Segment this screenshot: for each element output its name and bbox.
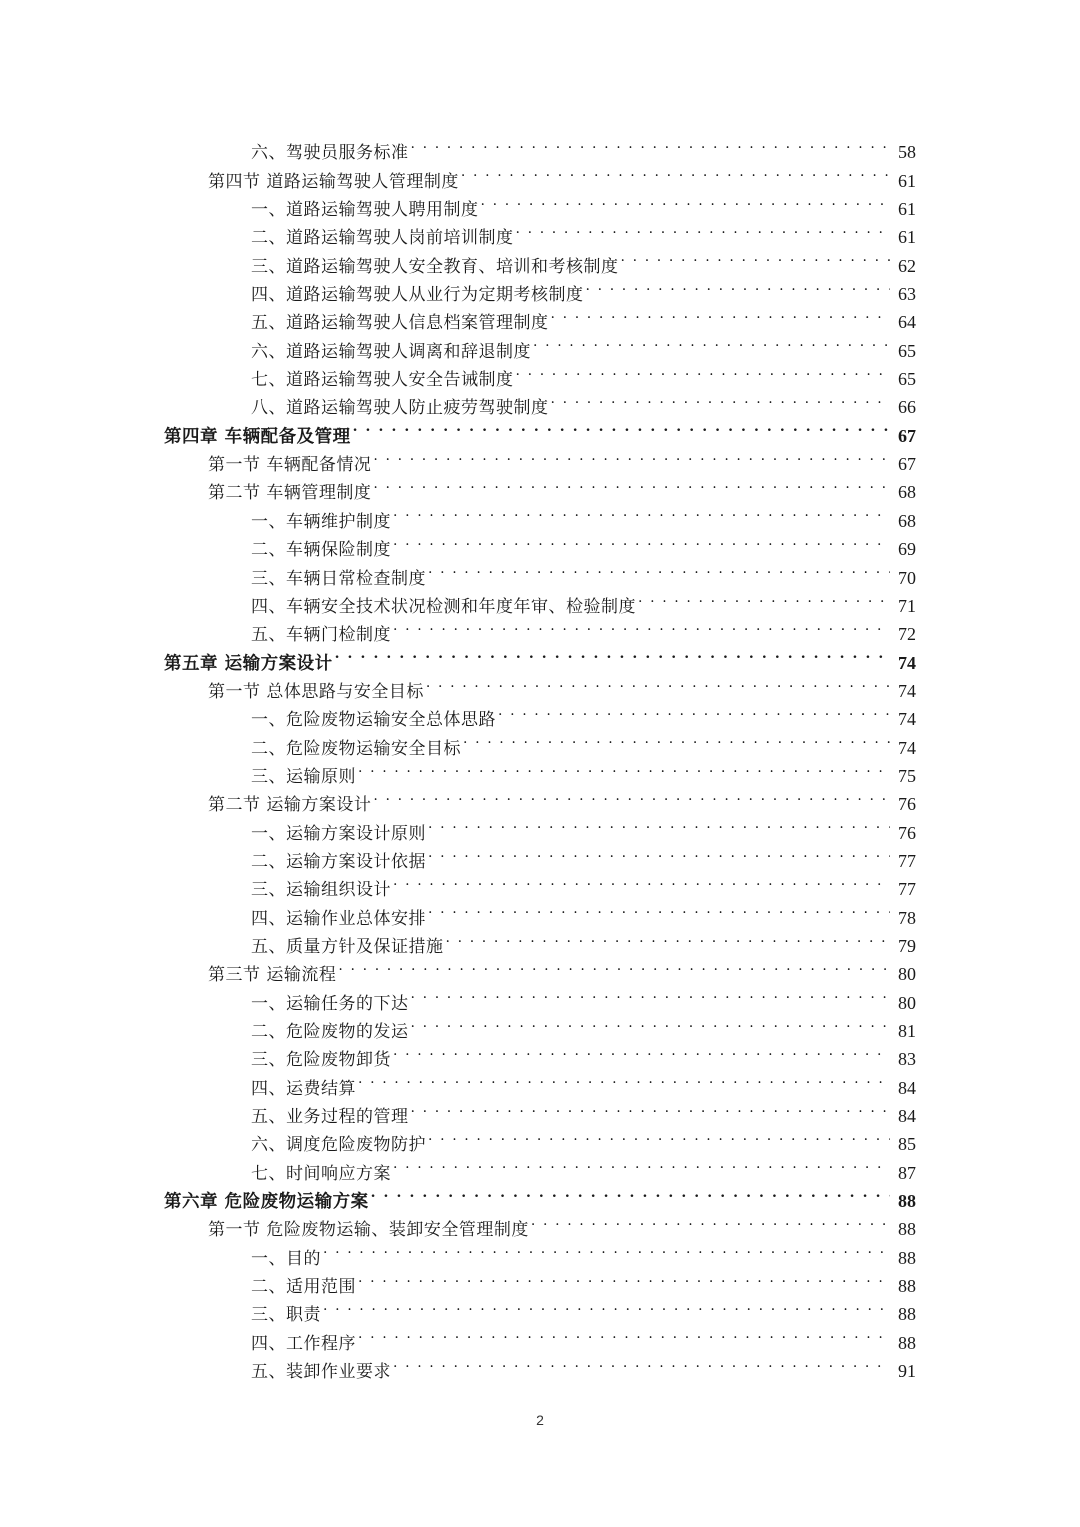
toc-entry[interactable] bbox=[251, 1009, 916, 1042]
toc-entry-title: 第四章 车辆配备及管理 bbox=[164, 426, 351, 447]
toc-dot-leader bbox=[353, 413, 890, 441]
toc-entry[interactable] bbox=[208, 470, 916, 504]
toc-entry-page: 74 bbox=[898, 652, 916, 673]
toc-entry-page: 88 bbox=[898, 1191, 916, 1212]
toc-entry-title: 四、运输作业总体安排 bbox=[251, 908, 426, 929]
toc-entry-title: 三、运输组织设计 bbox=[251, 880, 391, 901]
toc-entry[interactable] bbox=[251, 187, 916, 221]
toc-item-row[interactable] bbox=[0, 980, 1080, 1014]
toc-entry-title: 一、道路运输驾驶人聘用制度 bbox=[251, 200, 479, 221]
toc-dot-leader bbox=[411, 130, 891, 158]
toc-item-row[interactable] bbox=[0, 697, 1080, 731]
toc-item-row[interactable] bbox=[0, 243, 1080, 277]
toc-entry[interactable] bbox=[251, 1264, 916, 1298]
toc-dot-leader bbox=[393, 1349, 890, 1377]
toc-entry-page: 79 bbox=[898, 935, 916, 956]
toc-item-row[interactable] bbox=[0, 357, 1080, 391]
toc-item-row[interactable] bbox=[0, 810, 1080, 844]
toc-entry[interactable] bbox=[251, 980, 916, 1014]
toc-dot-leader bbox=[426, 669, 890, 697]
toc-entry-page: 88 bbox=[898, 1247, 916, 1268]
toc-entry[interactable] bbox=[251, 867, 916, 901]
toc-item-row[interactable] bbox=[0, 584, 1080, 617]
toc-entry-page: 61 bbox=[898, 227, 916, 248]
toc-dot-leader bbox=[621, 243, 891, 271]
toc-item-row[interactable] bbox=[0, 1094, 1080, 1128]
toc-entry[interactable] bbox=[251, 498, 916, 532]
toc-entry[interactable] bbox=[251, 1292, 916, 1326]
toc-dot-leader bbox=[393, 1037, 890, 1065]
toc-entry-title: 二、危险废物的发运 bbox=[251, 1022, 409, 1042]
toc-entry-title: 四、运费结算 bbox=[251, 1078, 356, 1099]
toc-section-row[interactable] bbox=[0, 470, 1080, 504]
toc-entry-title: 第五章 运输方案设计 bbox=[164, 653, 333, 674]
toc-entry-page: 62 bbox=[898, 255, 916, 276]
toc-entry[interactable] bbox=[251, 1320, 916, 1354]
toc-entry-title: 七、时间响应方案 bbox=[251, 1163, 391, 1184]
toc-entry-page: 64 bbox=[898, 312, 916, 333]
toc-item-row[interactable] bbox=[0, 1349, 1080, 1383]
page-number: 2 bbox=[536, 1412, 544, 1428]
toc-entry-title: 三、运输原则 bbox=[251, 766, 356, 787]
toc-item-row[interactable] bbox=[0, 527, 1080, 561]
toc-entry[interactable] bbox=[208, 158, 916, 192]
toc-section-row[interactable] bbox=[0, 442, 1080, 476]
toc-item-row[interactable] bbox=[0, 187, 1080, 221]
toc-entry[interactable] bbox=[208, 442, 916, 476]
toc-entry-page: 74 bbox=[898, 680, 916, 701]
toc-item-row[interactable] bbox=[0, 612, 1080, 646]
toc-entry-page: 61 bbox=[898, 199, 916, 220]
toc-dot-leader bbox=[551, 300, 891, 328]
toc-dot-leader bbox=[551, 385, 891, 413]
toc-dot-leader bbox=[498, 697, 890, 725]
toc-entry-page: 84 bbox=[898, 1077, 916, 1098]
toc-entry-page: 67 bbox=[898, 454, 916, 475]
toc-dot-leader bbox=[335, 640, 890, 668]
toc-dot-leader bbox=[323, 1292, 890, 1320]
toc-entry-title: 五、装卸作业要求 bbox=[251, 1362, 391, 1383]
table-of-contents bbox=[0, 130, 1080, 1383]
toc-entry[interactable] bbox=[251, 1037, 916, 1071]
toc-item-row[interactable] bbox=[0, 1009, 1080, 1042]
toc-entry[interactable] bbox=[251, 130, 916, 164]
toc-dot-leader bbox=[516, 215, 891, 243]
toc-entry-page: 88 bbox=[898, 1332, 916, 1353]
toc-entry-title: 三、职责 bbox=[251, 1305, 321, 1326]
toc-section-row[interactable] bbox=[0, 1207, 1080, 1241]
toc-dot-leader bbox=[638, 584, 890, 612]
toc-dot-leader bbox=[358, 1320, 890, 1348]
toc-dot-leader bbox=[323, 1235, 890, 1263]
toc-entry-title: 八、道路运输驾驶人防止疲劳驾驶制度 bbox=[251, 398, 549, 419]
toc-entry-title: 二、车辆保险制度 bbox=[251, 540, 391, 561]
toc-dot-leader bbox=[373, 782, 890, 810]
toc-entry-page: 87 bbox=[898, 1162, 916, 1183]
toc-entry-title: 第四节 道路运输驾驶人管理制度 bbox=[208, 171, 459, 192]
toc-item-row[interactable] bbox=[0, 498, 1080, 532]
toc-section-row[interactable] bbox=[0, 158, 1080, 192]
toc-entry-page: 80 bbox=[898, 964, 916, 985]
toc-section-row[interactable] bbox=[0, 782, 1080, 816]
toc-entry[interactable] bbox=[251, 272, 916, 306]
toc-entry-page: 74 bbox=[898, 709, 916, 730]
toc-item-row[interactable] bbox=[0, 754, 1080, 787]
toc-item-row[interactable] bbox=[0, 1122, 1080, 1156]
toc-dot-leader bbox=[428, 839, 890, 867]
toc-dot-leader bbox=[428, 1122, 890, 1150]
toc-dot-leader bbox=[393, 612, 890, 640]
toc-entry[interactable] bbox=[251, 1150, 916, 1184]
toc-dot-leader bbox=[393, 1150, 890, 1178]
toc-dot-leader bbox=[393, 527, 890, 555]
toc-entry[interactable] bbox=[208, 952, 916, 986]
toc-dot-leader bbox=[463, 725, 890, 753]
toc-entry-title: 五、车辆门检制度 bbox=[251, 625, 391, 646]
toc-item-row[interactable] bbox=[0, 215, 1080, 249]
toc-entry-title: 五、质量方针及保证措施 bbox=[251, 936, 444, 957]
toc-entry[interactable] bbox=[251, 328, 916, 362]
toc-entry-page: 68 bbox=[898, 482, 916, 503]
toc-dot-leader bbox=[446, 924, 891, 952]
toc-item-row[interactable] bbox=[0, 1037, 1080, 1071]
toc-entry-page: 66 bbox=[898, 397, 916, 418]
toc-entry-title: 三、车辆日常检查制度 bbox=[251, 568, 426, 589]
toc-entry-page: 70 bbox=[898, 567, 916, 588]
toc-entry[interactable] bbox=[251, 1122, 916, 1156]
toc-entry-title: 第一节 危险废物运输、装卸安全管理制度 bbox=[208, 1220, 529, 1241]
toc-item-row[interactable] bbox=[0, 1235, 1080, 1269]
toc-dot-leader bbox=[358, 754, 890, 782]
toc-entry-page: 68 bbox=[898, 510, 916, 531]
toc-entry-title: 一、车辆维护制度 bbox=[251, 511, 391, 532]
toc-entry-page: 74 bbox=[898, 737, 916, 758]
toc-entry-page: 88 bbox=[898, 1304, 916, 1325]
toc-entry-page: 75 bbox=[898, 765, 916, 786]
toc-dot-leader bbox=[338, 952, 890, 980]
toc-entry-page: 61 bbox=[898, 170, 916, 191]
toc-entry-title: 二、运输方案设计依据 bbox=[251, 851, 426, 872]
toc-entry[interactable] bbox=[251, 1349, 916, 1383]
toc-entry[interactable] bbox=[208, 1207, 916, 1241]
toc-entry-title: 五、业务过程的管理 bbox=[251, 1107, 409, 1128]
toc-entry-title: 第二节 运输方案设计 bbox=[208, 795, 372, 816]
toc-item-row[interactable] bbox=[0, 1320, 1080, 1354]
toc-entry-title: 五、道路运输驾驶人信息档案管理制度 bbox=[251, 313, 549, 334]
toc-dot-leader bbox=[586, 272, 891, 300]
toc-entry-page: 71 bbox=[898, 595, 916, 616]
toc-entry-page: 80 bbox=[898, 992, 916, 1013]
toc-dot-leader bbox=[393, 498, 890, 526]
toc-dot-leader bbox=[461, 158, 890, 186]
toc-entry-page: 76 bbox=[898, 822, 916, 843]
toc-dot-leader bbox=[481, 187, 891, 215]
toc-entry-title: 二、道路运输驾驶人岗前培训制度 bbox=[251, 228, 514, 249]
toc-entry-page: 78 bbox=[898, 907, 916, 928]
toc-entry-page: 84 bbox=[898, 1106, 916, 1127]
toc-entry-title: 一、运输方案设计原则 bbox=[251, 823, 426, 844]
toc-item-row[interactable] bbox=[0, 924, 1080, 957]
toc-entry-title: 一、目的 bbox=[251, 1248, 321, 1269]
toc-entry-page: 83 bbox=[898, 1049, 916, 1070]
toc-dot-leader bbox=[393, 867, 890, 895]
toc-entry-title: 七、道路运输驾驶人安全告诫制度 bbox=[251, 370, 514, 391]
toc-item-row[interactable] bbox=[0, 385, 1080, 419]
toc-item-row[interactable] bbox=[0, 895, 1080, 929]
toc-item-row[interactable] bbox=[0, 555, 1080, 589]
toc-entry[interactable] bbox=[251, 300, 916, 334]
toc-entry-page: 65 bbox=[898, 340, 916, 361]
toc-entry-title: 第三节 运输流程 bbox=[208, 965, 337, 986]
toc-entry-title: 第一节 车辆配备情况 bbox=[208, 455, 372, 476]
toc-dot-leader bbox=[531, 1207, 890, 1235]
toc-entry-title: 三、危险废物卸货 bbox=[251, 1050, 391, 1071]
toc-item-row[interactable] bbox=[0, 839, 1080, 872]
toc-entry[interactable] bbox=[251, 584, 916, 617]
toc-entry[interactable] bbox=[251, 527, 916, 561]
toc-entry[interactable] bbox=[251, 243, 916, 277]
toc-entry[interactable] bbox=[208, 669, 916, 702]
toc-dot-leader bbox=[373, 470, 890, 498]
toc-dot-leader bbox=[373, 442, 890, 470]
toc-chapter-row[interactable] bbox=[0, 640, 1080, 674]
toc-entry[interactable] bbox=[251, 357, 916, 391]
toc-entry[interactable] bbox=[164, 413, 916, 447]
toc-dot-leader bbox=[516, 357, 891, 385]
toc-item-row[interactable] bbox=[0, 300, 1080, 334]
toc-item-row[interactable] bbox=[0, 1150, 1080, 1184]
toc-item-row[interactable] bbox=[0, 725, 1080, 759]
toc-entry[interactable] bbox=[251, 385, 916, 419]
toc-entry-page: 88 bbox=[898, 1219, 916, 1240]
toc-entry-title: 三、道路运输驾驶人安全教育、培训和考核制度 bbox=[251, 256, 619, 277]
toc-entry-title: 第一节 总体思路与安全目标 bbox=[208, 681, 424, 702]
toc-entry-page: 67 bbox=[898, 425, 916, 446]
toc-dot-leader bbox=[358, 1065, 890, 1093]
toc-entry-title: 六、道路运输驾驶人调离和辞退制度 bbox=[251, 341, 531, 362]
toc-entry-page: 88 bbox=[898, 1276, 916, 1297]
toc-dot-leader bbox=[428, 895, 890, 923]
toc-entry[interactable] bbox=[251, 924, 916, 957]
toc-entry-title: 第六章 危险废物运输方案 bbox=[164, 1192, 369, 1213]
toc-entry-title: 六、调度危险废物防护 bbox=[251, 1135, 426, 1156]
toc-entry-title: 第二节 车辆管理制度 bbox=[208, 483, 372, 504]
toc-section-row[interactable] bbox=[0, 952, 1080, 986]
toc-entry-title: 二、适用范围 bbox=[251, 1277, 356, 1298]
toc-dot-leader bbox=[428, 810, 890, 838]
toc-entry-title: 六、驾驶员服务标准 bbox=[251, 143, 409, 164]
toc-entry[interactable] bbox=[251, 895, 916, 929]
toc-item-row[interactable] bbox=[0, 130, 1080, 164]
toc-chapter-row[interactable] bbox=[0, 1179, 1080, 1213]
toc-entry[interactable] bbox=[251, 1094, 916, 1128]
toc-entry[interactable] bbox=[251, 555, 916, 589]
toc-entry[interactable] bbox=[251, 215, 916, 249]
toc-entry[interactable] bbox=[164, 1179, 916, 1213]
toc-entry-page: 63 bbox=[898, 284, 916, 305]
toc-dot-leader bbox=[411, 1009, 891, 1037]
toc-item-row[interactable] bbox=[0, 328, 1080, 362]
toc-item-row[interactable] bbox=[0, 272, 1080, 306]
toc-entry-page: 58 bbox=[898, 142, 916, 163]
toc-entry[interactable] bbox=[251, 810, 916, 844]
toc-dot-leader bbox=[411, 1094, 891, 1122]
toc-entry-title: 一、危险废物运输安全总体思路 bbox=[251, 710, 496, 731]
toc-dot-leader bbox=[411, 980, 891, 1008]
toc-item-row[interactable] bbox=[0, 1292, 1080, 1326]
toc-item-row[interactable] bbox=[0, 867, 1080, 901]
toc-dot-leader bbox=[428, 555, 890, 583]
toc-entry[interactable] bbox=[251, 697, 916, 731]
toc-entry-title: 四、工作程序 bbox=[251, 1333, 356, 1354]
toc-entry-title: 四、道路运输驾驶人从业行为定期考核制度 bbox=[251, 285, 584, 306]
toc-entry[interactable] bbox=[164, 640, 916, 674]
toc-entry[interactable] bbox=[251, 754, 916, 787]
toc-entry-title: 四、车辆安全技术状况检测和年度年审、检验制度 bbox=[251, 596, 636, 617]
toc-entry[interactable] bbox=[251, 612, 916, 646]
toc-entry[interactable] bbox=[251, 725, 916, 759]
toc-chapter-row[interactable] bbox=[0, 413, 1080, 447]
toc-entry-page: 77 bbox=[898, 850, 916, 871]
toc-entry-page: 77 bbox=[898, 879, 916, 900]
toc-dot-leader bbox=[533, 328, 890, 356]
toc-entry-title: 一、运输任务的下达 bbox=[251, 993, 409, 1014]
toc-entry[interactable] bbox=[208, 782, 916, 816]
toc-entry-page: 76 bbox=[898, 794, 916, 815]
toc-entry[interactable] bbox=[251, 839, 916, 872]
toc-entry[interactable] bbox=[251, 1235, 916, 1269]
toc-entry-page: 69 bbox=[898, 539, 916, 560]
toc-entry-page: 72 bbox=[898, 624, 916, 645]
toc-dot-leader bbox=[371, 1179, 890, 1207]
toc-entry-title: 二、危险废物运输安全目标 bbox=[251, 738, 461, 759]
toc-section-row[interactable] bbox=[0, 669, 1080, 702]
toc-item-row[interactable] bbox=[0, 1065, 1080, 1099]
toc-dot-leader bbox=[358, 1264, 890, 1292]
toc-entry-page: 81 bbox=[898, 1021, 916, 1041]
toc-entry-page: 91 bbox=[898, 1361, 916, 1382]
toc-entry-page: 85 bbox=[898, 1134, 916, 1155]
toc-entry[interactable] bbox=[251, 1065, 916, 1099]
toc-entry-page: 65 bbox=[898, 369, 916, 390]
toc-item-row[interactable] bbox=[0, 1264, 1080, 1298]
